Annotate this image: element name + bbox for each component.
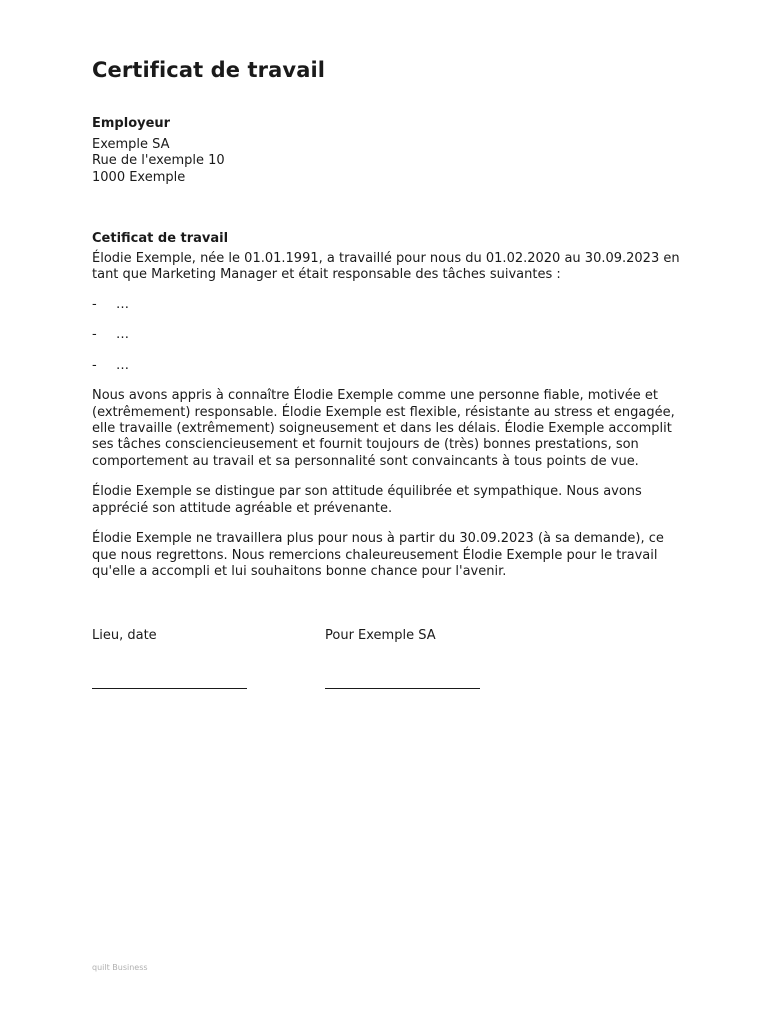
place-date-signature (92, 628, 252, 644)
signature-row (92, 628, 692, 698)
list-item-text: … (116, 327, 129, 343)
company-signature-label: Pour Exemple SA (325, 628, 436, 643)
employer-heading: Employeur (92, 116, 171, 131)
list-bullet: - (92, 296, 97, 312)
employer-city: 1000 Exemple (92, 169, 186, 185)
departure-paragraph: Élodie Exemple ne travaillera plus pour nous à partir du 30.09.2023 (à sa demande), ce que nous regrettons. Nous remercions chaleureusement Élodie Exemple pour le travail qu'elle a accompli et lui souhaitons bonne chance pour l'avenir. (92, 531, 664, 580)
place-date-signature-line (92, 688, 247, 689)
list-item (92, 358, 692, 374)
employer-section (92, 115, 225, 186)
company-signature-line (325, 688, 480, 689)
document-title: Certificat de travail (92, 58, 326, 82)
assessment-paragraph: Nous avons appris à connaître Élodie Exemple comme une personne fiable, motivée et (extrêmement) responsable. Élodie Exemple est flexible, résistante au stress et engagée, elle travaille (extrêmement) soigneusement et dans les délais. Élodie Exemple accomplit ses tâches consciencieusement et fournit toujours de (très) bonnes prestations, son comportement au travail et sa personnalité sont convaincants à tous points de vue. (92, 388, 675, 469)
certificate-heading: Cetificat de travail (92, 231, 229, 246)
place-date-label: Lieu, date (92, 628, 157, 643)
list-bullet: - (92, 327, 97, 343)
document-page (92, 0, 692, 1024)
certificate-section (92, 230, 692, 580)
company-signature (325, 628, 485, 644)
task-list (92, 297, 692, 374)
list-bullet: - (92, 357, 97, 373)
list-item-text: … (116, 357, 129, 373)
list-item (92, 327, 692, 343)
employer-name: Exemple SA (92, 137, 170, 152)
employer-street: Rue de l'exemple 10 (92, 153, 225, 169)
list-item-text: … (116, 296, 129, 312)
list-item (92, 297, 692, 313)
attitude-paragraph: Élodie Exemple se distingue par son attitude équilibrée et sympathique. Nous avons apprécié son attitude agréable et prévenante. (92, 484, 642, 516)
employer-address (92, 137, 225, 186)
footer-brand: quilt Business (92, 963, 148, 972)
certificate-intro: Élodie Exemple, née le 01.01.1991, a travaillé pour nous du 01.02.2020 au 30.09.2023 en tant que Marketing Manager et était responsable des tâches suivantes : (92, 251, 680, 283)
